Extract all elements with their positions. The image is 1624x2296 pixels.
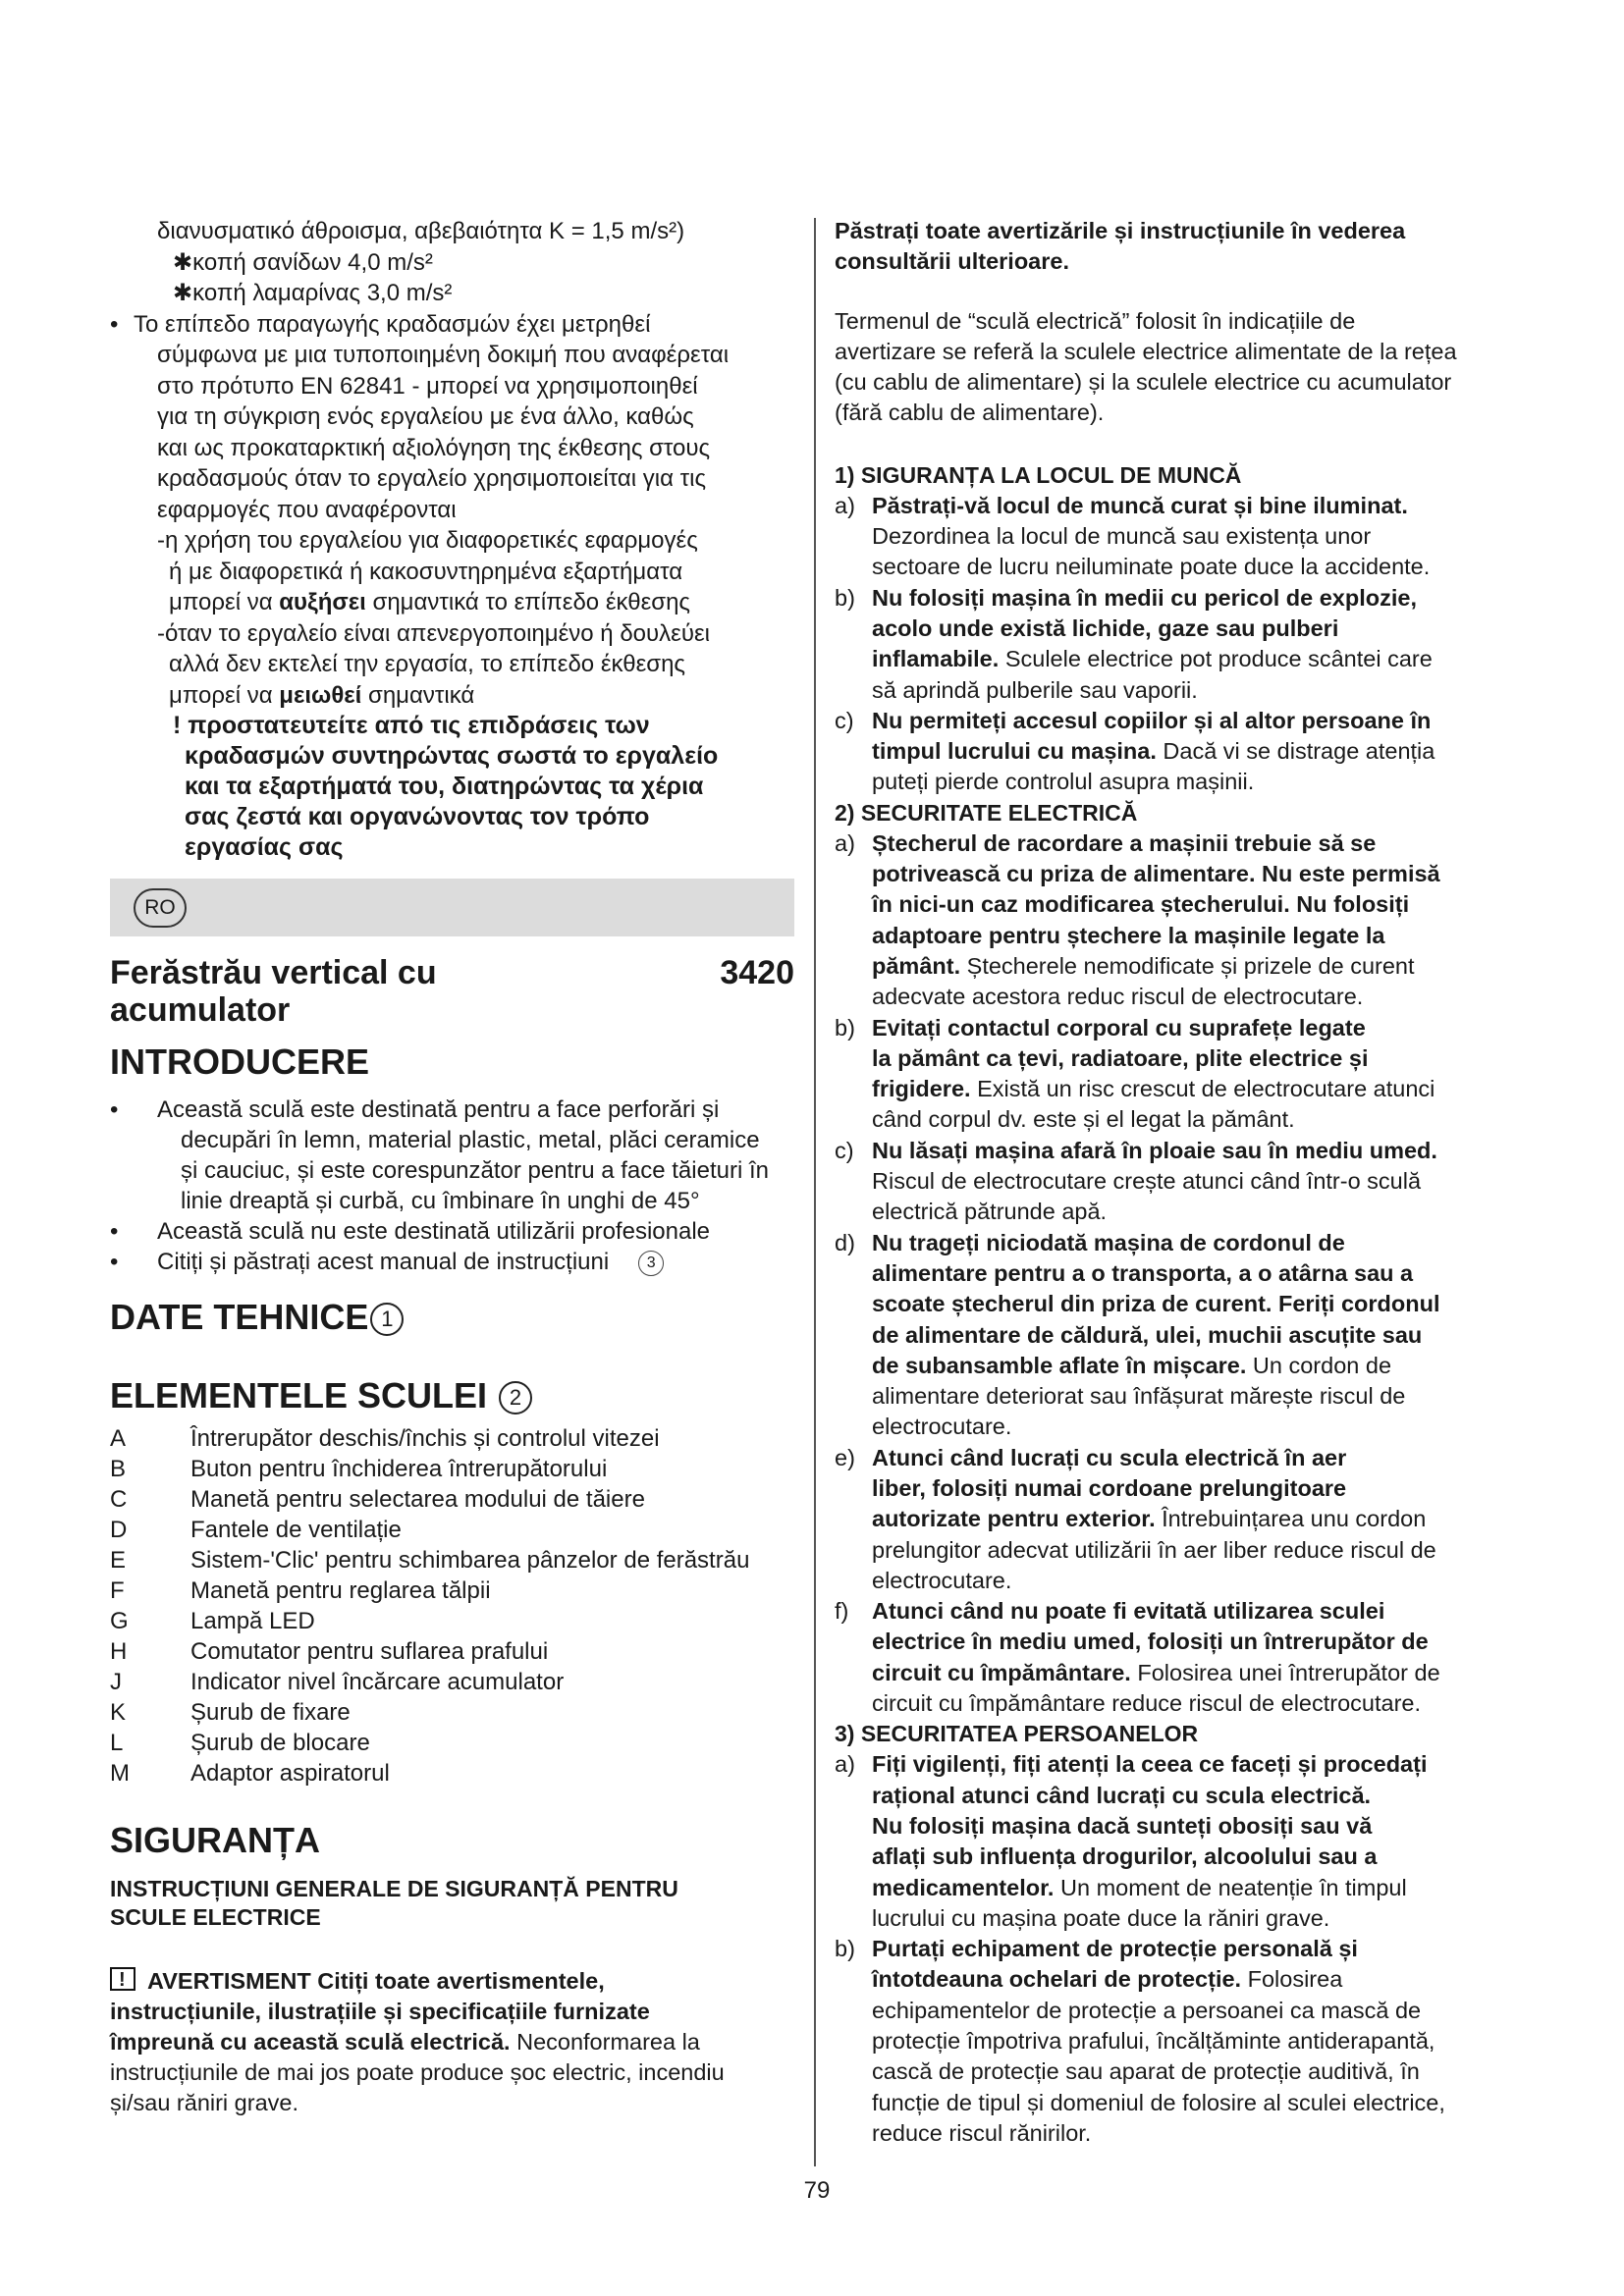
list-item: M Adaptor aspiratorul — [110, 1760, 390, 1787]
list-item: A Întrerupător deschis/închis și controlul vitezei — [110, 1425, 660, 1452]
vib-bullet: • Το επίπεδο παραγωγής κραδασμών έχει μετρηθεί σύμφωνα με μια τυποποιημένη δοκιμή που αναφέρεται στο πρότυπο EN 62841 - μπορεί να χρησιμοποιηθεί για τη σύγκριση ενός εργαλείου με ένα άλλο, καθώς και ως προκαταρκτική αξιολόγηση της έκθεσης στους κραδασμούς όταν το εργαλείο χρησιμοποιείται για τις εφαρμογές που αναφέρονται — [110, 310, 730, 523]
section-2-heading: 2) SECURITATE ELECTRICĂ — [835, 799, 1138, 826]
rule-2d: d) Nu trageți niciodată mașina de cordonul de alimentare pentru a o transporta, a o atârna sau a scoate ștecherul din priza de curent. Feriți cordonul de alimentare de căldură, ulei, muchii ascuțite sau de subansamble aflate în mișcare. Un cordon de alimentare deteriorat sau înfășurat mărește riscul de electrocutare. — [835, 1229, 1440, 1440]
list-item: • Această sculă nu este destinată utilizării profesionale — [110, 1218, 710, 1245]
list-item: E Sistem-'Clic' pentru schimbarea pânzelor de ferăstrău — [110, 1547, 750, 1574]
section-1-heading: 1) SIGURANȚA LA LOCUL DE MUNCĂ — [835, 461, 1242, 488]
rule-1a: a) Păstrați-vă locul de muncă curat și bine iluminat. Dezordinea la locul de muncă sau existența unor sectoare de lucru neiluminate poate duce la accidente. — [835, 492, 1431, 580]
intro-heading: INTRODUCERE — [110, 1041, 370, 1082]
vib-metal: ✱κοπή λαμαρίνας 3,0 m/s² — [173, 280, 453, 306]
warning-icon — [110, 1967, 135, 1991]
list-item: D Fantele de ventilație — [110, 1517, 402, 1543]
list-item: • Această sculă este destinată pentru a face perforări și decupări în lemn, material plastic, metal, plăci ceramice și cauciuc, și este corespunzător pentru a face tăieturi în linie dreaptă și curbă, cu îmbinare în unghi de 45° — [110, 1096, 769, 1214]
general-warning: !AVERTISMENT Citiți toate avertismentele, instrucțiunile, ilustrațiile și specificațiile furnizate împreună cu această sculă electrică. Neconformarea la instrucțiunile de mai jos poate produce șoc electric, incendiu și/sau răniri grave. — [110, 1966, 795, 2118]
vib-dash-notes: -η χρήση του εργαλείου για διαφορετικές εφαρμογές ή με διαφορετικά ή κακοσυντηρημένα εξαρτήματα μπορεί να αυξήσει σημαντικά το επίπεδο έκθεσης -όταν το εργαλείο είναι απενεργοποιημένο ή δουλεύει αλλά δεν εκτελεί την εργασία, το επίπεδο έκθεσης μπορεί να μειωθεί σημαντικά — [157, 527, 711, 709]
vib-warning: ! προστατευτείτε από τις επιδράσεις των κραδασμών συντηρώντας σωστά το εργαλείο και τα εξαρτήματά του, διατηρώντας τα χέρια σας ζεστά και οργανώνοντας τον τρόπο εργασίας σας — [173, 712, 719, 861]
figure-ref-2: 2 — [499, 1381, 532, 1415]
list-item: L Șurub de blocare — [110, 1730, 370, 1756]
list-item: H Comutator pentru suflarea prafului — [110, 1638, 549, 1665]
list-item: • Citiți și păstrați acest manual de instrucțiuni 3 — [110, 1247, 795, 1277]
rule-1c: c) Nu permiteți accesul copiilor și al altor persoane în timpul lucrului cu mașina. Dacă vi se distrage atenția puteți pierde controlul asupra mașinii. — [835, 707, 1435, 795]
figure-ref-1: 1 — [370, 1303, 404, 1336]
rule-3a: a) Fiți vigilenți, fiți atenți la ceea ce faceți și procedați rațional atunci când lucrați cu scula electrică. Nu folosiți mașina dacă sunteți obosiți sau vă aflați sub influența drogurilor, alcoolului sau a medicamentelor. Un moment de neatenție în timpul lucrului cu mașina poate duce la răniri grave. — [835, 1751, 1428, 1931]
list-item: F Manetă pentru reglarea tălpii — [110, 1577, 491, 1604]
section-3-heading: 3) SECURITATEA PERSOANELOR — [835, 1721, 1199, 1747]
rule-2c: c) Nu lăsați mașina afară în ploaie sau în mediu umed. Riscul de electrocutare crește atunci când într-o sculă electrică pătrunde apă. — [835, 1137, 1437, 1225]
list-item: C Manetă pentru selectarea modului de tăiere — [110, 1486, 645, 1513]
vib-wood: ✱κοπή σανίδων 4,0 m/s² — [173, 248, 433, 276]
figure-ref-3: 3 — [638, 1251, 664, 1276]
language-badge: RO — [134, 888, 187, 928]
safety-rules-column: Păstrați toate avertizările și instrucțiunile în vederea consultării ulterioare. Termenul de “sculă electrică” folosit în indicațiile de avertizare se referă la sculele electrice alimentate de la rețea (cu cablu de alimentare) și la sculele electrice cu acumulator (fără cablu de alimentare). 1) SIGURANȚA LA LOCUL DE MUNCĂ a) Păstrați-vă locul de muncă curat și bine iluminat. Dezordinea la locul de muncă sau existența unor sectoare de lucru neiluminate poate duce la accidente. b) Nu folosiți mașina în medii cu pericol de explozie, acolo unde există lichide, gaze sau pulberi inflamabile. Sculele electrice pot produce scântei care să aprindă pulberile sau vaporii. c) Nu permiteți accesul copiilor și al altor persoane în timpul lucrului cu mașina. Dacă vi se distrage atenția puteți pierde controlul asupra mașinii. 2) SECURITATE ELECTRICĂ a) Ștecherul de racordare a mașinii trebuie să se potrivească cu priza de alimentare. Nu este permisă în nici-un caz modificarea ștecherului. Nu folosiți adaptoare pentru ștechere la mașinile legate la pământ. Ștecherele nemodificate și prizele de curent adecvate acestora reduc riscul de electrocutare. b) Evitați contactul corporal cu suprafețe legate la pământ ca țevi, radiatoare, plite electrice și frigidere. Există un risc crescut de electrocutare atunci când corpul dv. este și el legat la pământ. c) Nu lăsați mașina afară în ploaie sau în mediu umed. Riscul de electrocutare crește atunci când într-o sculă electrică pătrunde apă. d) Nu trageți niciodată mașina de cordonul de alimentare pentru a o transporta, a o atârna sau a scoate ștecherul din priza de curent. Feriți cordonul de alimentare de căldură, ulei, muchii ascuțite sau de subansamble aflate în mișcare. Un cordon de alimentare deteriorat sau înfășurat mărește riscul de electrocutare. e) Atunci când lucrați cu scula electrică în aer liber, folosiți numai cordoane prelungitoare autorizate pentru exterior. Întrebuințarea unu cordon prelungitor adecvat utilizării în aer liber reduce riscul de electrocutare. f) Atunci când nu poate fi evitată utilizarea sculei electrice în mediu umed, folosiți un întrerupător de circuit cu împământare. Folosirea unei întrerupător de circuit cu împământare reduce riscul de electrocutare. 3) SECURITATEA PERSOANELOR a) Fiți vigilenți, fiți atenți la ceea ce faceți și procedați rațional atunci când lucrați cu scula electrică. Nu folosiți mașina dacă sunteți obosiți sau vă aflați sub influența drogurilor, alcoolului sau a medicamentelor. Un moment de neatenție în timpul lucrului cu mașina poate duce la răniri grave. b) Purtați echipament de protecție personală și întotdeauna ochelari de protecție. Folosirea echipamentelor de protecție a persoanei ca mască de protecție împotriva prafului, încălțăminte antiderapantă, cască de protecție sau aparat de protecție auditivă, în funcție de tipul și domeniul de folosire al sculei electrice, reduce riscul rănirilor. — [835, 216, 1518, 2149]
elements-heading: ELEMENTELE SCULEI 2 — [110, 1376, 532, 1415]
product-title: Ferăstrău vertical cu acumulator 3420 — [110, 954, 794, 1029]
page-number: 79 — [803, 2177, 831, 2204]
list-item: K Șurub de fixare — [110, 1699, 351, 1726]
greek-vibration-section — [110, 216, 795, 863]
vib-intro: διανυσματικό άθροισμα, αβεβαιότητα K = 1,5 m/s²) — [157, 218, 685, 244]
column-divider — [814, 218, 816, 2166]
rule-2e: e) Atunci când lucrați cu scula electrică în aer liber, folosiți numai cordoane prelungitoare autorizate pentru exterior. Întrebuințarea unu cordon prelungitor adecvat utilizării în aer liber reduce riscul de electrocutare. — [835, 1444, 1436, 1593]
intro-list — [110, 1095, 795, 1277]
rule-2f: f) Atunci când nu poate fi evitată utilizarea sculei electrice în mediu umed, folosiți un întrerupător de circuit cu împământare. Folosirea unei întrerupător de circuit cu împământare reduce riscul de electrocutare. — [835, 1598, 1440, 1717]
list-item: B Buton pentru închiderea întrerupătorului — [110, 1456, 608, 1482]
model-number: 3420 — [720, 954, 794, 991]
rule-3b: b) Purtați echipament de protecție personală și întotdeauna ochelari de protecție. Folosirea echipamentelor de protecție a persoanei ca mască de protecție împotriva prafului, încălțăminte antiderapantă, cască de protecție sau aparat de protecție auditivă, în funcție de tipul și domeniul de folosire al sculei electrice, reduce riscul rănirilor. — [835, 1936, 1445, 2146]
safety-subheading: INSTRUCȚIUNI GENERALE DE SIGURANȚĂ PENTRU SCULE ELECTRICE — [110, 1876, 678, 1930]
safety-heading: SIGURANȚA — [110, 1820, 320, 1860]
language-band — [110, 879, 794, 936]
rule-2b: b) Evitați contactul corporal cu suprafețe legate la pământ ca țevi, radiatoare, plite electrice și frigidere. Există un risc crescut de electrocutare atunci când corpul dv. este și el legat la pământ. — [835, 1014, 1435, 1133]
rule-1b: b) Nu folosiți mașina în medii cu pericol de explozie, acolo unde există lichide, gaze sau pulberi inflamabile. Sculele electrice pot produce scântei care să aprindă pulberile sau vaporii. — [835, 584, 1433, 703]
rule-2a: a) Ștecherul de racordare a mașinii trebuie să se potrivească cu priza de alimentare. Nu este permisă în nici-un caz modificarea ștecherului. Nu folosiți adaptoare pentru ștechere la mașinile legate la pământ. Ștecherele nemodificate și prizele de curent adecvate acestora reduc riscul de electrocutare. — [835, 829, 1440, 1010]
list-item: G Lampă LED — [110, 1608, 315, 1634]
tech-heading: DATE TEHNICE 1 — [110, 1298, 404, 1337]
list-item: J Indicator nivel încărcare acumulator — [110, 1669, 565, 1695]
elements-list — [110, 1423, 795, 1789]
